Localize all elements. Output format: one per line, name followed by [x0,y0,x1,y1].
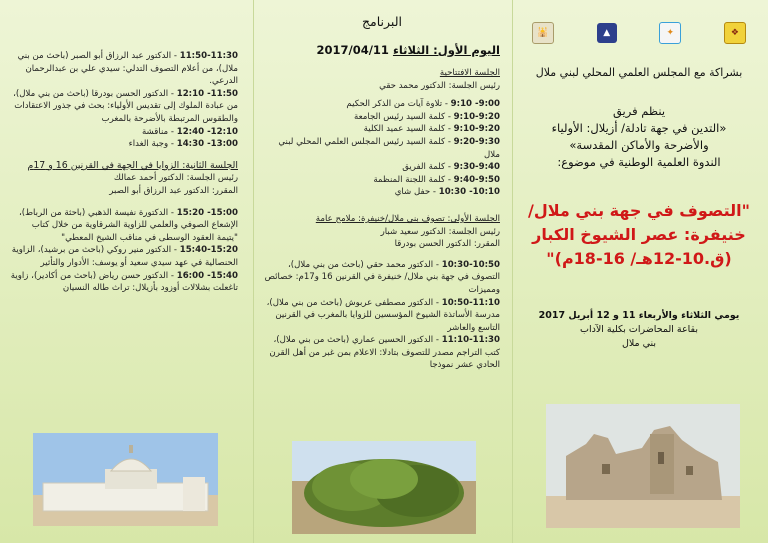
item-text: - حفل شاي [394,187,439,198]
organizer-line: الندوة العلمية الوطنية في موضوع: [557,155,721,169]
day-label: اليوم الأول: الثلاثاء [392,43,500,57]
date-line: يومي الثلاثاء والأربعاء 11 و 12 أبريل 2017 [538,310,740,321]
opening-session [264,67,500,199]
schedule-item [264,123,500,136]
session-reporter: المقرر: الدكتور عبد الرزاق أبو الصبر [109,185,238,196]
item-time: 9:40-9:50 [453,174,500,185]
schedule-item [10,207,238,245]
organizer-line: «التدين في جهة تادلة/ أزيلال: الأولياء [551,121,727,135]
day-date: 2017/04/11 [316,43,389,57]
tree-photo [292,441,476,534]
item-text: - كلمة اللجنة المنظمة [373,174,454,185]
schedule-item [264,161,500,174]
schedule-item [264,136,500,161]
schedule-item [264,186,500,199]
title-line: "التصوف في جهة بني ملال/ [528,201,750,220]
session-title: الجلسة الثانية: الزوايا في الجهة في القرنين 16 و 17م [27,159,238,171]
shrine-photo [33,433,218,526]
session-chair: رئيس الجلسة: الدكتور سعيد شبار [380,226,500,237]
opening-items [264,98,500,199]
title-line: خنيفرة: عصر الشيوخ الكبار [532,225,746,244]
venue-line: بقاعة المحاضرات بكلية الآداب [580,324,698,335]
logo-row [522,10,756,50]
item-time: 13:00- 14:30 [176,139,238,150]
item-time: 9:00- 9:10 [450,99,500,110]
schedule-item [264,297,500,335]
item-text: - الدكتور الحسن بودرقا (باحث من بني ملال)، من عبادة الملوك إلى تقديس الأولياء: بحث في جذور الاعتقادات والطقوس المرتبطة بالأضرحة بالمغرب [13,88,238,124]
item-time: 15:00- 15:20 [176,207,238,218]
item-time: 12:10- 12:40 [176,126,238,137]
session-title: الجلسة الافتتاحية [439,68,500,78]
schedule-item [264,111,500,124]
item-time: 9:30-9:40 [453,162,500,173]
session-chair: رئيس الجلسة: الدكتور أحمد عمالك [113,173,238,184]
item-time: 9:10-9:20 [453,111,500,122]
schedule-item [264,98,500,111]
item-text: - الدكتور محمد حقي (باحث من بني ملال)، التصوف في جهة بني ملال/ خنيفرة في القرنين 16 و17م: خصائص ومميزات [264,259,500,295]
schedule-item [10,244,238,269]
organizer-line: والأضرحة والأماكن المقدسة» [569,138,709,152]
organizer-block [522,103,756,171]
session-title: الجلسة الأولى: تصوف بني ملال/خنيفرة: ملامح عامة [315,213,500,224]
kasbah-photo [546,404,740,528]
session-one-items [264,259,500,372]
conference-title [522,199,756,271]
item-time: 10:30-10:50 [441,259,500,270]
schedule-item [10,270,238,295]
faculty-logo-icon: ✦ [659,22,681,44]
schedule-list-afternoon [10,207,238,295]
item-text: - كلمة الفريق [402,162,454,173]
schedule-item [10,88,238,126]
item-text: - الدكتور منير روكي (باحث من برشيد)، الزاوية الحنصالية في عهد سيدي سعيد أو يوسف: الأدوار والتأثير [11,245,238,268]
schedule-list-morning [10,50,238,151]
item-text: - الدكتور حسن رياض (باحث من أكادير)، زاوية تاغعلت بشلالات أوزود بأزيلال: تراث طاله النسيان [10,270,238,294]
schedule-item [10,50,238,88]
item-time: 10:10- 10:30 [438,187,500,198]
program-title: البرنامج [361,14,402,29]
schedule-item [264,334,500,372]
schedule-item [10,138,238,151]
item-text: - الدكتورة نفيسة الذهبي (باحثة من الرباط)، الإشعاع الصوفي والعلمي للزاوية الشرقاوية من خلال كتاب "يتيمة العقود الوسطى في مناقب الشيخ المعطي" [18,207,238,243]
item-time: 15:40-15:20 [179,245,238,256]
item-time: 11:50-11:30 [179,51,238,61]
fold-line [253,0,254,543]
item-text: - وجبة الغداء [128,139,177,150]
item-text: - الدكتور الحسين عماري (باحث من بني ملال)، كتب التراجم مصدر للتصوف بتادلا: الاعلام بمن غبر من أهل القرن الحادي عشر نموذجا [269,335,500,371]
item-time: 9:10-9:20 [453,124,500,135]
date-venue [522,309,756,351]
day-heading [264,43,500,57]
schedule-item [264,174,500,187]
session-one [264,213,500,372]
item-time: 10:50-11:10 [441,297,500,308]
session-chair: رئيس الجلسة: الدكتور محمد حقي [379,80,500,91]
item-text: - الدكتور عبد الرزاق أبو الصبر (باحث من بني ملال)، من أعلام التصوف التدلي: سيدي علي بن عبدالرحمان الدرعي. [17,51,238,87]
organizer-line: ينظم فريق [612,104,666,118]
session-two [10,160,238,198]
title-line: (ق.10-12هـ/ 16-18م)" [546,249,732,268]
schedule-item [264,259,500,297]
mosque-logo-icon: 🕌 [532,22,554,44]
council-logo-icon: ❖ [724,22,746,44]
partner-line: بشراكة مع المجلس العلمي المحلي لبني ملال [535,66,743,79]
item-text: - الدكتور مصطفى عربوش (باحث من بني ملال)، مدرسة الأساتذة الشيوخ المؤسسين للزوايا بالمغرب في القرنين التاسع والعاشر [266,297,500,333]
item-text: - مناقشة [141,126,177,137]
item-text: - تلاوة آيات من الذكر الحكيم [346,99,451,110]
session-reporter: المقرر: الدكتور الحسن بودرقا [394,239,500,250]
university-logo-icon: ▲ [597,23,617,43]
item-time: 11:10-11:30 [441,335,500,346]
item-time: 11:50- 12:10 [176,88,238,99]
item-text: - كلمة السيد رئيس المجلس العلمي المحلي لبني ملال [278,136,500,160]
item-time: 9:20-9:30 [453,136,500,147]
city-line: بني ملال [621,338,657,349]
item-text: - كلمة السيد عميد الكلية [363,124,454,135]
schedule-item [10,126,238,139]
item-text: - كلمة السيد رئيس الجامعة [354,111,454,122]
item-time: 15:40- 16:00 [176,270,238,281]
